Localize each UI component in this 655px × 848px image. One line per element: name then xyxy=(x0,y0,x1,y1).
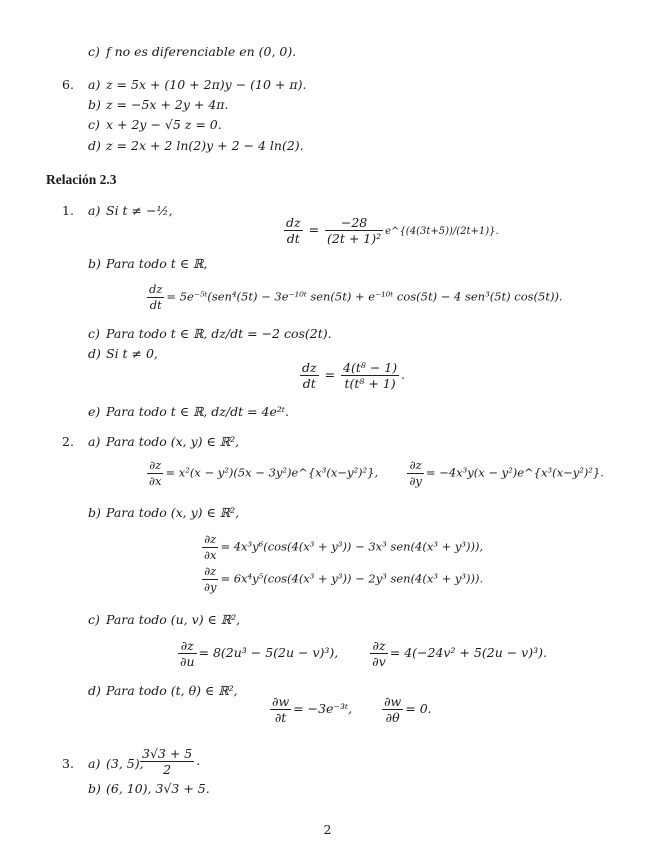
item-text: z = 2x + 2 ln(2)y + 2 − 4 ln(2). xyxy=(106,138,304,153)
frac-den: ∂t xyxy=(270,709,291,725)
equation-1a: $\frac{dz}{dt}$ = $\frac{-28}{\text{(2t + 1)²}}$ e^{(4(3t+5))/(2t+1)}. xyxy=(286,215,499,246)
item-label: a) xyxy=(88,434,101,449)
equation-rhs: = 4(−24v² + 5(2u − v)³). xyxy=(389,645,547,660)
item-text: f no es diferenciable en (0, 0). xyxy=(106,44,297,59)
equation-rhs: = 6x⁴y⁵(cos(4(x³ + y³)) − 2y³ sen(4(x³ + y³))). xyxy=(220,571,484,586)
item-label: a) xyxy=(88,203,101,218)
equation-rhs: = −3e⁻³ᵗ, xyxy=(293,701,353,716)
equation-rhs: = 0. xyxy=(405,701,432,716)
equation-2b-x xyxy=(200,532,483,563)
item-label: b) xyxy=(88,256,101,271)
frac-den: ∂y xyxy=(409,474,422,488)
frac-den: ∂y xyxy=(204,580,217,594)
equation-rhs: = x²(x − y²)(5x − 3y²)e^{x³(x−y²)²}, xyxy=(165,465,379,480)
item-label: d) xyxy=(88,346,101,361)
frac-num: dz xyxy=(302,360,317,375)
frac-den: dt xyxy=(284,230,303,246)
item-label: a) xyxy=(88,77,101,92)
frac-den: (2t + 1)² xyxy=(327,231,382,246)
equation-1d: $\frac{dz}{dt}$ = $\frac{\text{4(t⁸ − 1)}}{\text{t(t⁸ + 1)}}$ . xyxy=(302,360,406,391)
item-text: Para todo (t, θ) ∈ ℝ², xyxy=(106,683,238,698)
item-text: Para todo (x, y) ∈ ℝ², xyxy=(106,434,240,449)
equation-rhs: = 8(2u³ − 5(2u − v)³), xyxy=(198,645,339,660)
equation-2d xyxy=(268,694,432,725)
item-number: 1. xyxy=(62,203,74,218)
item-text: Para todo t ∈ ℝ, dz/dt = 4e²ᵗ. xyxy=(106,404,289,419)
item-label: b) xyxy=(88,781,101,796)
frac-den: dt xyxy=(147,297,164,313)
frac-den: ∂θ xyxy=(382,709,403,725)
equation-2a xyxy=(145,458,604,489)
item-number: 2. xyxy=(62,434,74,449)
frac-num: dz xyxy=(286,215,301,230)
frac-den: ∂u xyxy=(180,654,195,669)
frac-num: ∂z xyxy=(149,458,162,472)
equation-rhs: = 5e⁻⁵ᵗ(sen⁴(5t) − 3e⁻¹⁰ᵗ sen(5t) + e⁻¹⁰ᵗ cos(5t) − 4 sen³(5t) cos(5t)). xyxy=(166,289,563,304)
exponential: e^{(4(3t+5))/(2t+1)}. xyxy=(385,226,499,237)
frac-num: 4(t⁸ − 1) xyxy=(343,360,398,375)
item-text: x + 2y − √5 z = 0. xyxy=(106,117,222,132)
item-text: z = −5x + 2y + 4π. xyxy=(106,97,229,112)
item-label: c) xyxy=(88,117,100,132)
frac-den: dt xyxy=(300,375,319,391)
page-number: 2 xyxy=(323,822,332,837)
frac-num: ∂w xyxy=(272,694,290,709)
section-heading: Relación 2.3 xyxy=(46,172,117,187)
frac-num: ∂z xyxy=(409,458,422,472)
item-label: e) xyxy=(88,404,101,419)
equation-rhs: = 4x³y⁶(cos(4(x³ + y³)) − 3x³ sen(4(x³ + y³))), xyxy=(220,539,484,554)
item-text: z = 5x + (10 + 2π)y − (10 + π). xyxy=(106,77,307,92)
frac-num: ∂z xyxy=(180,638,194,653)
frac-num: ∂z xyxy=(204,532,217,546)
item-text: Si t ≠ −½, xyxy=(106,203,173,218)
frac-den: 2 xyxy=(140,761,194,777)
item-text: Si t ≠ 0, xyxy=(106,346,158,361)
item-label: c) xyxy=(88,326,100,341)
item-number: 3. xyxy=(62,756,74,771)
item-text: Para todo (u, v) ∈ ℝ², xyxy=(106,612,241,627)
frac-den: ∂x xyxy=(149,474,162,488)
frac-num: ∂w xyxy=(384,694,402,709)
frac-den: ∂x xyxy=(204,548,217,562)
equation-2c xyxy=(176,638,547,669)
frac-den: t(t⁸ + 1) xyxy=(341,375,399,391)
item-label: b) xyxy=(88,505,101,520)
frac-num: ∂z xyxy=(204,564,217,578)
frac-den: ∂v xyxy=(372,654,386,669)
item-text: (3, 5), xyxy=(106,756,144,771)
item-label: c) xyxy=(88,612,100,627)
item-text: (6, 10), 3√3 + 5. xyxy=(106,781,210,796)
item-label: d) xyxy=(88,683,101,698)
frac-num: ∂z xyxy=(372,638,386,653)
item-text: Para todo t ∈ ℝ, xyxy=(106,256,208,271)
fraction-3a: $\frac{3√3 + 5}{2}$ . xyxy=(142,746,201,777)
item-label: b) xyxy=(88,97,101,112)
equation-2b-y xyxy=(200,564,483,595)
item-text: Para todo t ∈ ℝ, dz/dt = −2 cos(2t). xyxy=(106,326,332,341)
frac-num: −28 xyxy=(340,215,368,230)
item-label: d) xyxy=(88,138,101,153)
equation-rhs: = −4x³y(x − y²)e^{x³(x−y²)²}. xyxy=(425,465,604,480)
item-label: a) xyxy=(88,756,101,771)
equation-1b xyxy=(145,282,563,313)
frac-num: dz xyxy=(149,282,163,296)
item-label: c) xyxy=(88,44,100,59)
frac-num: 3√3 + 5 xyxy=(142,746,193,761)
item-number: 6. xyxy=(62,77,74,92)
item-text: Para todo (x, y) ∈ ℝ², xyxy=(106,505,240,520)
